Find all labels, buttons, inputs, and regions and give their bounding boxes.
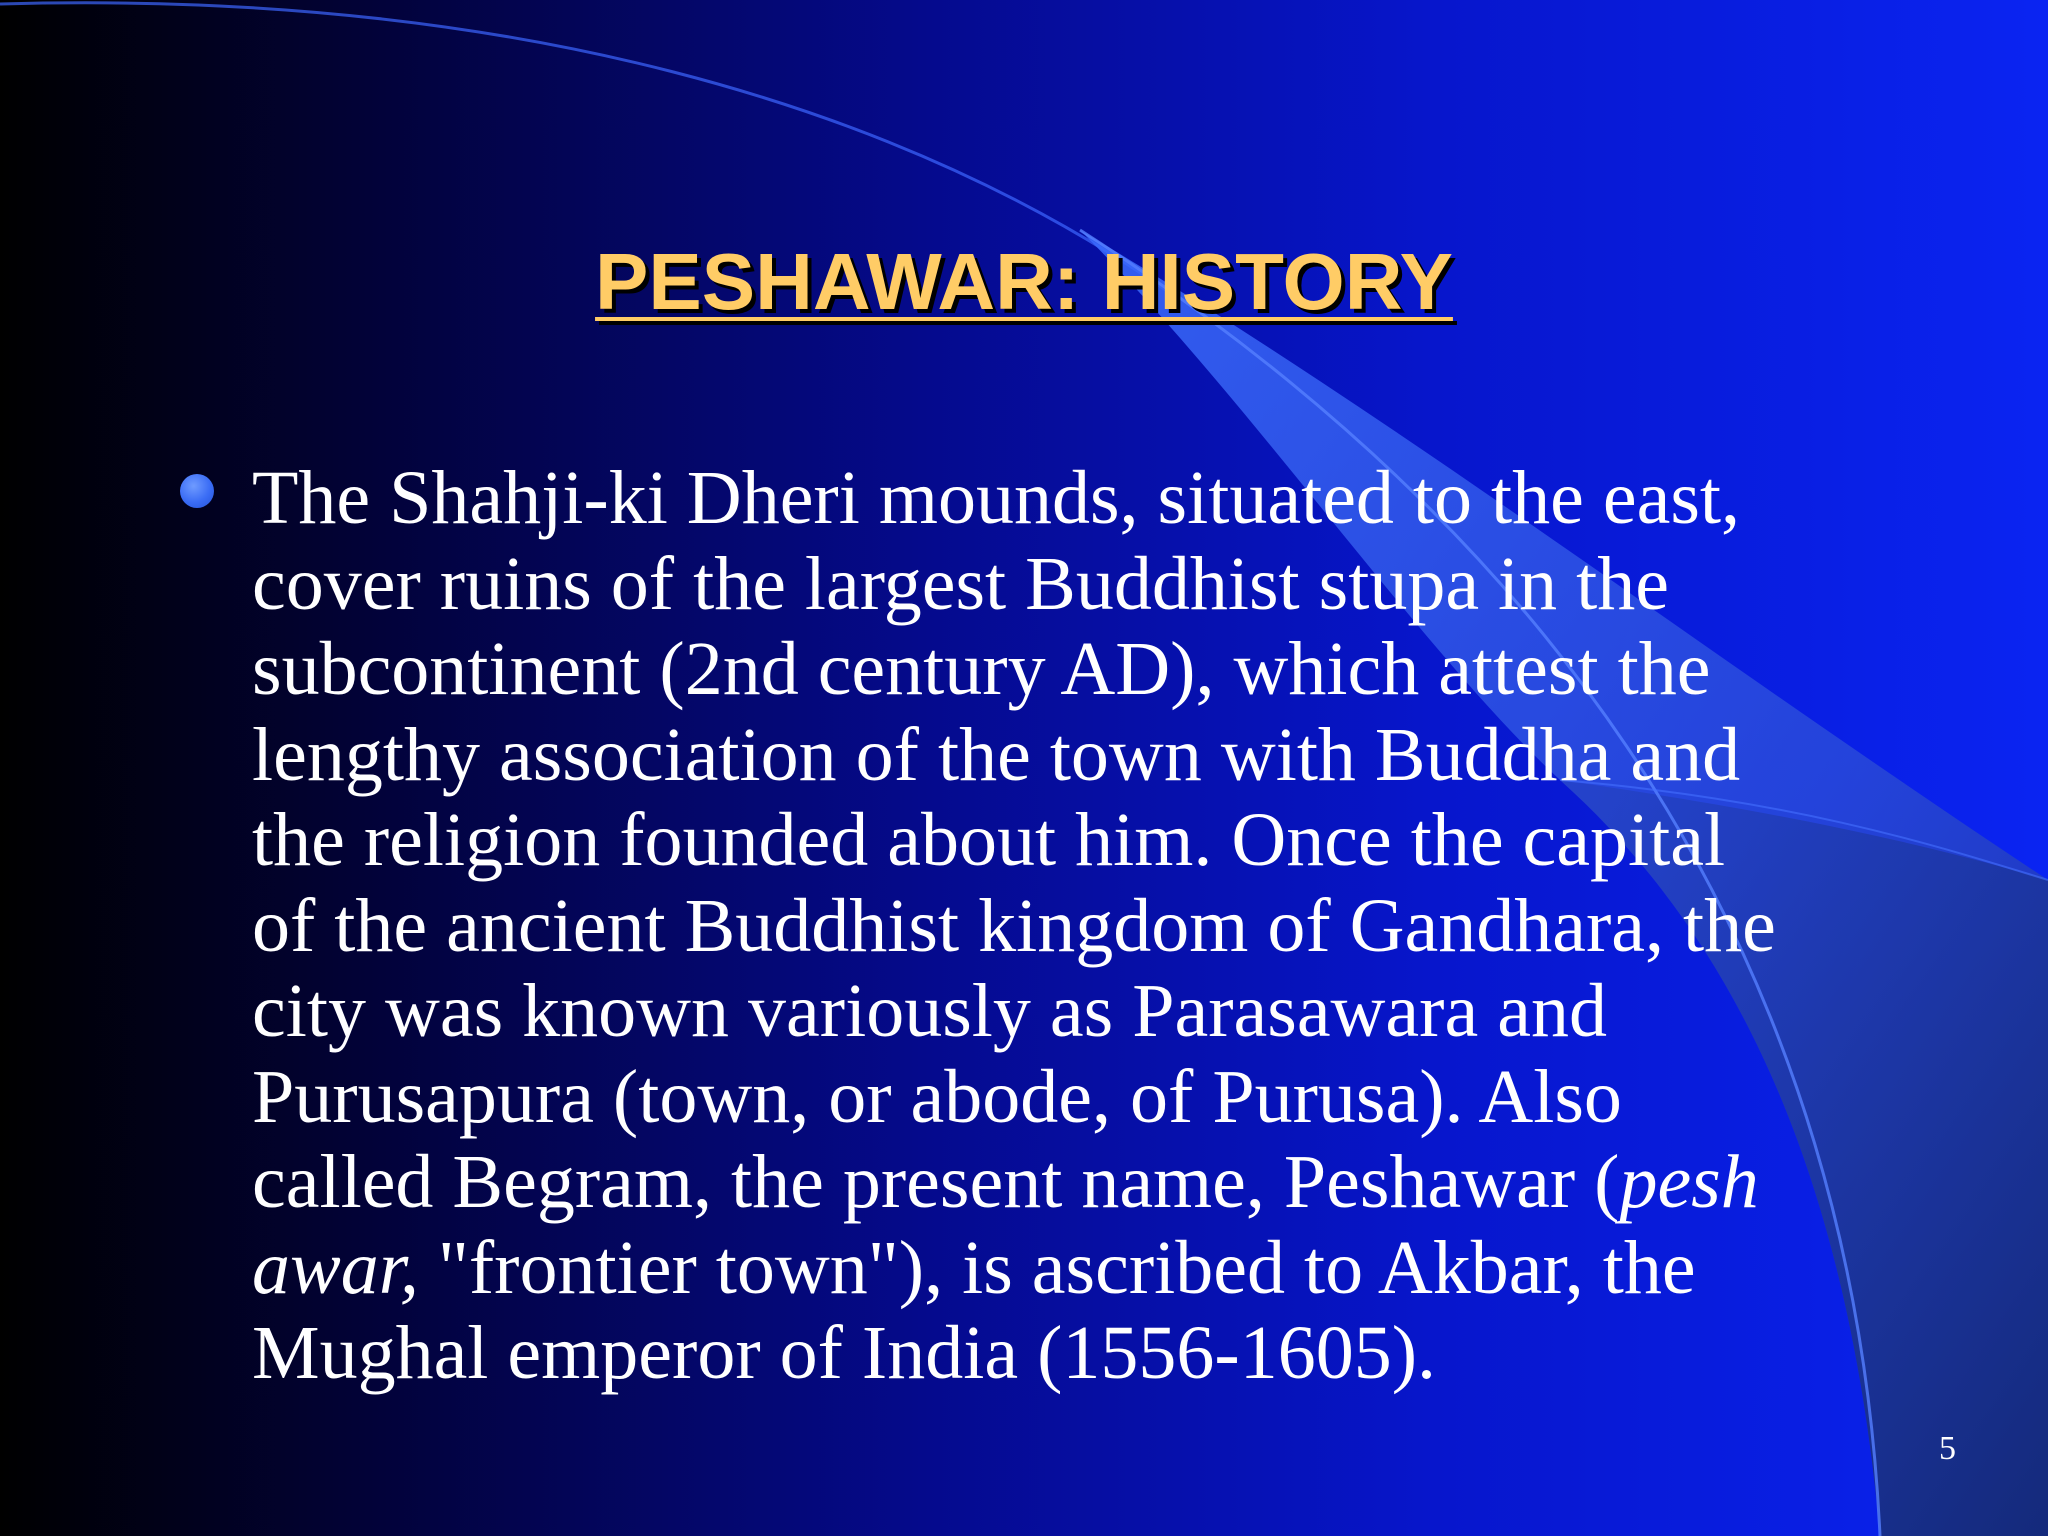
- bullet-icon: [180, 474, 214, 508]
- slide-title: PESHAWAR: HISTORY: [595, 237, 1453, 326]
- bullet-line-text: "frontier town"), is ascribed to Akbar, the: [418, 1225, 1696, 1310]
- bullet-line: [252, 1226, 1912, 1312]
- bullet-line-text: called Begram, the present name, Peshawar (: [252, 1140, 1620, 1224]
- bullet-line: subcontinent (2nd century AD), which attest the: [252, 627, 1711, 711]
- bullet-line: cover ruins of the largest Buddhist stupa in the: [252, 541, 1670, 626]
- slide-number: 5: [1939, 1430, 1956, 1467]
- bullet-line: Mughal emperor of India (1556-1605).: [252, 1311, 1437, 1395]
- bullet-line-italic: awar,: [252, 1225, 419, 1310]
- bullet-line: city was known variously as Parasawara and: [252, 969, 1607, 1053]
- bullet-line-italic: pesh: [1619, 1140, 1759, 1224]
- bullet-text: [252, 456, 1912, 1397]
- bullet-line: The Shahji-ki Dheri mounds, situated to the east,: [252, 456, 1741, 540]
- bullet-line: Purusapura (town, or abode, of Purusa). Also: [252, 1054, 1622, 1139]
- bullet-line: of the ancient Buddhist kingdom of Gandhara, the: [252, 883, 1776, 968]
- bullet-line: the religion founded about him. Once the capital: [252, 798, 1726, 882]
- bullet-line: [252, 1140, 1912, 1226]
- bullet-line: lengthy association of the town with Buddha and: [252, 712, 1741, 797]
